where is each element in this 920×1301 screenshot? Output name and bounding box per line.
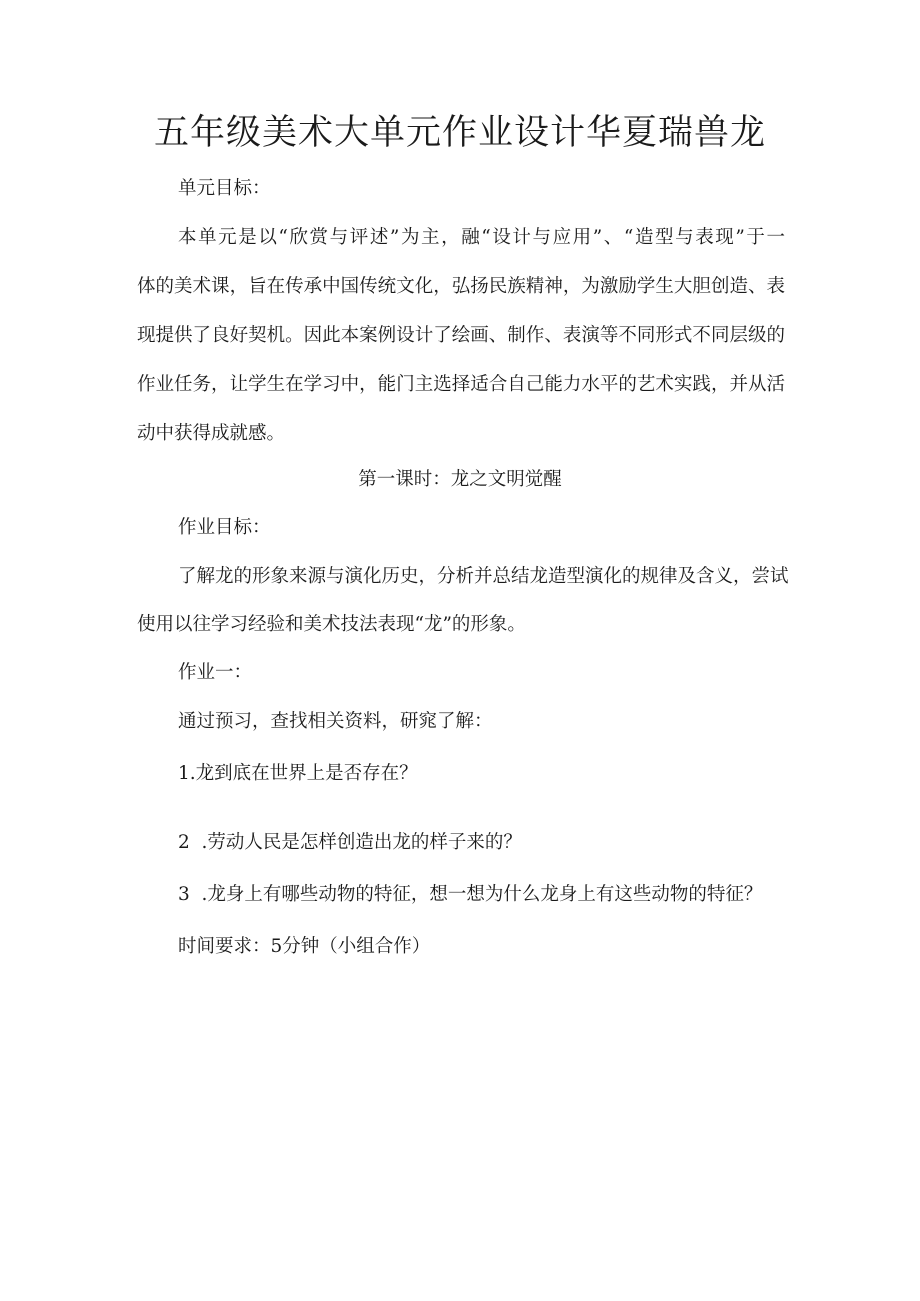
question-2: 2 .劳动人民是怎样创造出龙的样子来的？ xyxy=(178,832,522,853)
unit-goal-line-5: 动中获得成就感。 xyxy=(137,423,286,444)
document-title: 五年级美术大单元作业设计华夏瑞兽龙 xyxy=(153,113,766,153)
homework-goal-line-1: 了解龙的形象来源与演化历史，分析并总结龙造型演化的规律及含义，尝试 xyxy=(178,566,789,587)
lesson-title: 第一课时：龙之文明觉醒 xyxy=(358,469,562,490)
unit-goal-line-2: 体的美术课，旨在传承中国传统文化，弘扬民族精神，为激励学生大胆创造、表 xyxy=(137,276,785,297)
homework-goal-heading: 作业目标： xyxy=(178,517,271,538)
homework-one-heading: 作业一： xyxy=(178,662,253,683)
unit-goal-line-3: 现提供了良好契机。因此本案例设计了绘画、制作、表演等不同形式不同层级的 xyxy=(137,325,785,346)
question-3: 3 .龙身上有哪些动物的特征，想一想为什么龙身上有这些动物的特征？ xyxy=(178,884,763,905)
homework-goal-line-2: 使用以往学习经验和美术技法表现“龙”的形象。 xyxy=(137,614,526,635)
time-requirement: 时间要求：5分钟（小组合作） xyxy=(178,936,431,957)
unit-goal-line-4: 作业任务，让学生在学习中，能门主选择适合自己能力水平的艺术实践，并从活 xyxy=(137,374,785,395)
question-1: 1.龙到底在世界上是否存在？ xyxy=(178,763,418,784)
unit-goal-line-1: 本单元是以“欣赏与评述”为主，融“设计与应用”、“造型与表现”于一 xyxy=(178,227,785,248)
unit-goal-heading: 单元目标： xyxy=(178,178,271,199)
homework-one-intro: 通过预习，查找相关资料，研窕了解： xyxy=(178,711,493,732)
